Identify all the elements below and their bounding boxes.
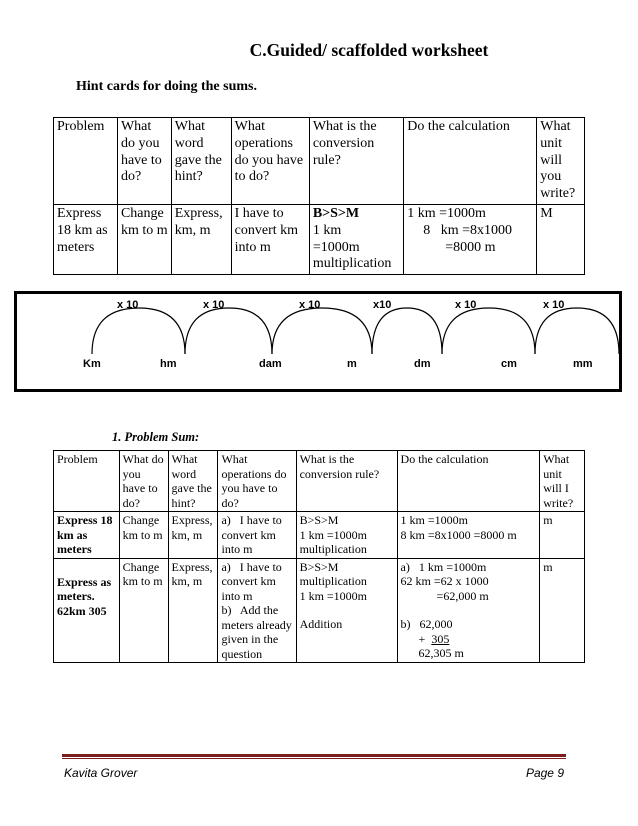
calc-cell	[404, 204, 537, 274]
rule-line: 1 km =1000m	[299, 527, 367, 542]
todo-cell: Change km to m	[119, 558, 168, 663]
multiplier-label: x10	[373, 299, 392, 311]
unit-cell: m	[540, 558, 585, 663]
hint-cell: Express, km, m	[168, 512, 218, 559]
calc-line: 1 km =1000m	[400, 513, 468, 527]
todo-cell: Change km to m	[117, 204, 171, 274]
problem-sum-table	[53, 450, 585, 663]
multiplier-label: x 10	[299, 299, 321, 311]
addend-value: 305	[431, 631, 450, 646]
rule-line: 1 km	[312, 222, 342, 238]
rule-line: B>S>M	[299, 559, 339, 574]
footer-rule	[62, 754, 566, 757]
header-cell: What unit will you write?	[537, 118, 585, 205]
header-cell: Problem	[54, 118, 118, 205]
rule-line: multiplication	[312, 256, 392, 272]
header-cell: Problem	[54, 451, 120, 512]
calc-line: 62 km =62 x 1000	[400, 574, 489, 588]
rule-line: B>S>M	[312, 205, 360, 221]
header-cell: What is the conversion rule?	[296, 451, 397, 512]
header-cell: What word gave the hint?	[168, 451, 218, 512]
calc-cell	[397, 512, 540, 559]
unit-cell: M	[537, 204, 585, 274]
arc	[442, 308, 535, 354]
rule-line: multiplication	[299, 542, 367, 556]
multiplier-label: x 10	[203, 299, 225, 311]
table-row	[54, 204, 585, 274]
arc	[185, 308, 272, 354]
operation-step: a) I have to convert km into m	[221, 513, 285, 556]
unit-label: dam	[259, 358, 282, 370]
section-label: 1. Problem Sum:	[112, 430, 200, 444]
footer-author: Kavita Grover	[64, 766, 138, 780]
problem-cell: Express as meters. 62km 305	[54, 558, 120, 663]
operation-step: a) I have to convert km into m	[221, 559, 285, 603]
metric-conversion-diagram	[14, 291, 622, 392]
rule-cell	[296, 512, 397, 559]
operations-cell: I have to convert km into m	[231, 204, 309, 274]
arc	[535, 308, 619, 354]
unit-cell: m	[540, 512, 585, 559]
header-cell: What operations do you have to do?	[218, 451, 296, 512]
hint-cell: Express, km, m	[168, 558, 218, 663]
rule-line: B>S>M	[299, 513, 339, 527]
rule-cell	[309, 204, 403, 274]
plus-sign: +	[418, 631, 432, 646]
problem-cell: Express 18 km as meters	[54, 204, 118, 274]
multiplier-label: x 10	[543, 299, 565, 311]
rule-cell	[296, 558, 397, 663]
unit-label: mm	[573, 358, 593, 370]
calc-line: =62,000 m	[436, 588, 489, 603]
rule-line: multiplication	[299, 574, 367, 588]
calc-line: b) 62,000	[400, 617, 453, 631]
calc-line: 8 km =8x1000 =8000 m	[400, 527, 517, 542]
calc-line: 1 km =1000m	[407, 205, 486, 221]
footer-page-number: Page 9	[525, 766, 564, 780]
header-cell: What do you have to do?	[119, 451, 168, 512]
header-cell: Do the calculation	[404, 118, 537, 205]
table-header-row	[54, 118, 585, 205]
page-title: C.Guided/ scaffolded worksheet	[249, 40, 489, 60]
calc-line: 62,305 m	[418, 646, 464, 660]
multiplier-label: x 10	[117, 299, 139, 311]
rule-line: 1 km =1000m	[299, 588, 367, 603]
table-header-row	[54, 451, 585, 512]
operation-step: b) Add the meters already given in the question	[221, 603, 295, 661]
rule-line: Addition	[299, 617, 343, 631]
hint-card-table	[53, 117, 585, 275]
header-cell: What unit will I write?	[540, 451, 585, 512]
calc-line: 8 km =8x1000	[423, 222, 513, 238]
calc-cell	[397, 558, 540, 663]
footer-rule	[62, 758, 566, 759]
header-cell: What is the conversion rule?	[309, 118, 403, 205]
arc	[372, 308, 442, 354]
table-row	[54, 558, 585, 663]
calc-line: =8000 m	[445, 239, 496, 255]
problem-cell: Express 18 km as meters	[54, 512, 120, 559]
header-cell: Do the calculation	[397, 451, 540, 512]
arc	[272, 308, 372, 354]
todo-cell: Change km to m	[119, 512, 168, 559]
calc-line	[401, 632, 537, 647]
multiplier-label: x 10	[455, 299, 477, 311]
rule-line: =1000m	[312, 239, 360, 255]
header-cell: What operations do you have to do?	[231, 118, 309, 205]
unit-label: cm	[501, 358, 517, 370]
hint-heading: Hint cards for doing the sums.	[76, 79, 257, 94]
unit-label: m	[347, 358, 357, 370]
calc-line: a) 1 km =1000m	[400, 559, 487, 574]
unit-label: dm	[414, 358, 431, 370]
header-cell: What do you have to do?	[117, 118, 171, 205]
arc	[92, 308, 185, 354]
unit-label: Km	[83, 358, 101, 370]
header-cell: What word gave the hint?	[171, 118, 231, 205]
operations-cell	[218, 512, 296, 559]
hint-cell: Express, km, m	[171, 204, 231, 274]
unit-label: hm	[160, 358, 177, 370]
operations-cell	[218, 558, 296, 663]
table-row	[54, 512, 585, 559]
